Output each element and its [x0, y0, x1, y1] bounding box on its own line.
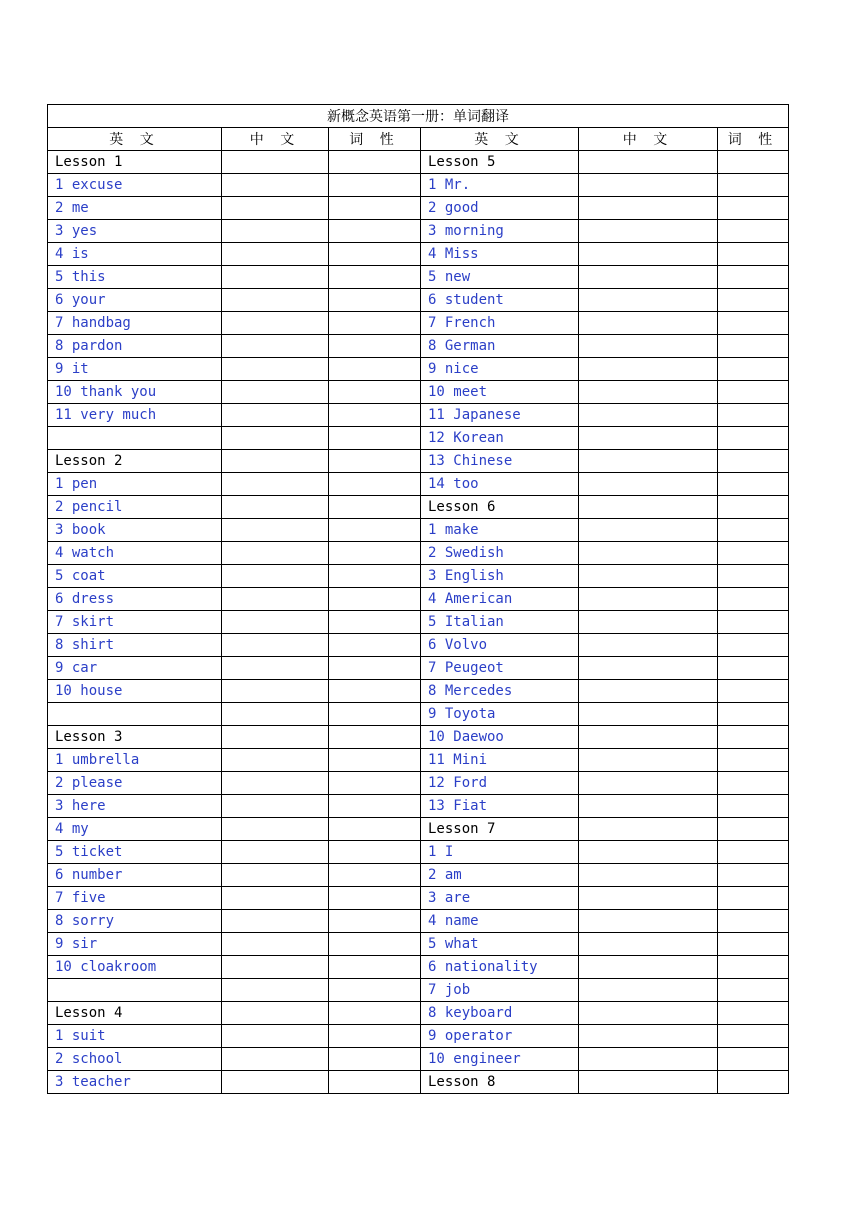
pos-answer-cell-right[interactable]	[718, 151, 789, 174]
pos-answer-cell-left[interactable]	[329, 289, 421, 312]
table-row	[48, 220, 789, 243]
chinese-answer-cell-right[interactable]	[579, 726, 718, 749]
pos-answer-cell-right[interactable]	[718, 818, 789, 841]
pos-answer-cell-right[interactable]	[718, 772, 789, 795]
english-word-left: 10 thank you	[48, 381, 222, 404]
english-word-right: 5 Italian	[421, 611, 579, 634]
english-word-right: 4 Miss	[421, 243, 579, 266]
header-pos-right: 词 性	[718, 128, 789, 151]
pos-answer-cell-right[interactable]	[718, 358, 789, 381]
chinese-answer-cell-left[interactable]	[222, 1002, 329, 1025]
chinese-answer-cell-right[interactable]	[579, 634, 718, 657]
pos-answer-cell-right[interactable]	[718, 450, 789, 473]
pos-answer-cell-left[interactable]	[329, 772, 421, 795]
english-word-left: 4 watch	[48, 542, 222, 565]
lesson-heading-left: Lesson 1	[48, 151, 222, 174]
chinese-answer-cell-right[interactable]	[579, 496, 718, 519]
pos-answer-cell-left[interactable]	[329, 266, 421, 289]
table-row	[48, 427, 789, 450]
table-row	[48, 1071, 789, 1094]
english-word-left: 6 dress	[48, 588, 222, 611]
chinese-answer-cell-left[interactable]	[222, 611, 329, 634]
chinese-answer-cell-right[interactable]	[579, 312, 718, 335]
english-word-right: 5 what	[421, 933, 579, 956]
chinese-answer-cell-left[interactable]	[222, 657, 329, 680]
pos-answer-cell-left[interactable]	[329, 335, 421, 358]
chinese-answer-cell-left[interactable]	[222, 1025, 329, 1048]
header-row	[48, 128, 789, 151]
pos-answer-cell-right[interactable]	[718, 335, 789, 358]
pos-answer-cell-right[interactable]	[718, 726, 789, 749]
table-row	[48, 243, 789, 266]
chinese-answer-cell-left[interactable]	[222, 956, 329, 979]
chinese-answer-cell-right[interactable]	[579, 841, 718, 864]
chinese-answer-cell-right[interactable]	[579, 703, 718, 726]
table-row	[48, 473, 789, 496]
chinese-answer-cell-right[interactable]	[579, 427, 718, 450]
english-word-right: 2 am	[421, 864, 579, 887]
english-word-left: 1 excuse	[48, 174, 222, 197]
chinese-answer-cell-right[interactable]	[579, 243, 718, 266]
english-word-left: 3 teacher	[48, 1071, 222, 1094]
english-word-left: 10 house	[48, 680, 222, 703]
english-word-left: 7 handbag	[48, 312, 222, 335]
chinese-answer-cell-right[interactable]	[579, 542, 718, 565]
table-row	[48, 266, 789, 289]
pos-answer-cell-right[interactable]	[718, 956, 789, 979]
pos-answer-cell-left[interactable]	[329, 151, 421, 174]
english-word-right: 9 Toyota	[421, 703, 579, 726]
table-row	[48, 519, 789, 542]
table-row	[48, 818, 789, 841]
chinese-answer-cell-right[interactable]	[579, 519, 718, 542]
english-word-right: 10 meet	[421, 381, 579, 404]
chinese-answer-cell-left[interactable]	[222, 243, 329, 266]
pos-answer-cell-right[interactable]	[718, 519, 789, 542]
english-word-right: 4 American	[421, 588, 579, 611]
header-chinese-right: 中 文	[579, 128, 718, 151]
english-word-left: 4 my	[48, 818, 222, 841]
chinese-answer-cell-left[interactable]	[222, 565, 329, 588]
table-row	[48, 1048, 789, 1071]
pos-answer-cell-left[interactable]	[329, 795, 421, 818]
header-chinese-left: 中 文	[222, 128, 329, 151]
chinese-answer-cell-right[interactable]	[579, 266, 718, 289]
chinese-answer-cell-right[interactable]	[579, 220, 718, 243]
chinese-answer-cell-right[interactable]	[579, 335, 718, 358]
chinese-answer-cell-right[interactable]	[579, 174, 718, 197]
chinese-answer-cell-left[interactable]	[222, 933, 329, 956]
english-word-left: 8 sorry	[48, 910, 222, 933]
pos-answer-cell-right[interactable]	[718, 542, 789, 565]
chinese-answer-cell-left[interactable]	[222, 979, 329, 1002]
english-word-right: 8 keyboard	[421, 1002, 579, 1025]
table-row	[48, 542, 789, 565]
english-word-left: 7 five	[48, 887, 222, 910]
chinese-answer-cell-left[interactable]	[222, 634, 329, 657]
chinese-answer-cell-right[interactable]	[579, 565, 718, 588]
table-row	[48, 772, 789, 795]
chinese-answer-cell-right[interactable]	[579, 151, 718, 174]
english-word-right: 10 Daewoo	[421, 726, 579, 749]
chinese-answer-cell-left[interactable]	[222, 404, 329, 427]
english-word-right: 3 morning	[421, 220, 579, 243]
lesson-heading-right: Lesson 5	[421, 151, 579, 174]
pos-answer-cell-right[interactable]	[718, 910, 789, 933]
pos-answer-cell-right[interactable]	[718, 795, 789, 818]
chinese-answer-cell-right[interactable]	[579, 404, 718, 427]
english-word-right: 13 Fiat	[421, 795, 579, 818]
chinese-answer-cell-left[interactable]	[222, 703, 329, 726]
table-row	[48, 496, 789, 519]
english-word-left: 6 number	[48, 864, 222, 887]
english-word-right: 8 German	[421, 335, 579, 358]
pos-answer-cell-right[interactable]	[718, 427, 789, 450]
english-word-right: 1 I	[421, 841, 579, 864]
english-word-left: 5 coat	[48, 565, 222, 588]
chinese-answer-cell-left[interactable]	[222, 312, 329, 335]
pos-answer-cell-right[interactable]	[718, 657, 789, 680]
pos-answer-cell-right[interactable]	[718, 703, 789, 726]
pos-answer-cell-left[interactable]	[329, 703, 421, 726]
chinese-answer-cell-left[interactable]	[222, 174, 329, 197]
english-word-left: 2 me	[48, 197, 222, 220]
english-word-right: 10 engineer	[421, 1048, 579, 1071]
english-word-left: 9 car	[48, 657, 222, 680]
table-row	[48, 933, 789, 956]
english-word-left: 7 skirt	[48, 611, 222, 634]
chinese-answer-cell-left[interactable]	[222, 749, 329, 772]
pos-answer-cell-right[interactable]	[718, 1025, 789, 1048]
vocabulary-table	[47, 104, 789, 1094]
pos-answer-cell-left[interactable]	[329, 450, 421, 473]
pos-answer-cell-left[interactable]	[329, 381, 421, 404]
lesson-heading-left: Lesson 4	[48, 1002, 222, 1025]
pos-answer-cell-left[interactable]	[329, 910, 421, 933]
pos-answer-cell-left[interactable]	[329, 519, 421, 542]
english-word-left: 3 yes	[48, 220, 222, 243]
english-word-right: 11 Mini	[421, 749, 579, 772]
english-word-right: 7 Peugeot	[421, 657, 579, 680]
pos-answer-cell-right[interactable]	[718, 1002, 789, 1025]
chinese-answer-cell-left[interactable]	[222, 289, 329, 312]
english-word-left: 10 cloakroom	[48, 956, 222, 979]
english-word-left	[48, 979, 222, 1002]
table-row	[48, 795, 789, 818]
table-row	[48, 197, 789, 220]
chinese-answer-cell-right[interactable]	[579, 933, 718, 956]
pos-answer-cell-right[interactable]	[718, 312, 789, 335]
english-word-right: 11 Japanese	[421, 404, 579, 427]
english-word-right: 12 Korean	[421, 427, 579, 450]
pos-answer-cell-right[interactable]	[718, 220, 789, 243]
pos-answer-cell-left[interactable]	[329, 956, 421, 979]
pos-answer-cell-left[interactable]	[329, 473, 421, 496]
english-word-left: 4 is	[48, 243, 222, 266]
pos-answer-cell-left[interactable]	[329, 542, 421, 565]
pos-answer-cell-right[interactable]	[718, 588, 789, 611]
chinese-answer-cell-left[interactable]	[222, 1048, 329, 1071]
pos-answer-cell-left[interactable]	[329, 611, 421, 634]
english-word-left: 2 please	[48, 772, 222, 795]
english-word-left	[48, 703, 222, 726]
english-word-right: 12 Ford	[421, 772, 579, 795]
chinese-answer-cell-right[interactable]	[579, 1048, 718, 1071]
table-row	[48, 979, 789, 1002]
pos-answer-cell-left[interactable]	[329, 220, 421, 243]
english-word-left: 1 pen	[48, 473, 222, 496]
pos-answer-cell-right[interactable]	[718, 864, 789, 887]
english-word-right: 3 are	[421, 887, 579, 910]
english-word-left: 1 umbrella	[48, 749, 222, 772]
english-word-right: 6 nationality	[421, 956, 579, 979]
english-word-right: 7 French	[421, 312, 579, 335]
header-english-right: 英 文	[421, 128, 579, 151]
chinese-answer-cell-right[interactable]	[579, 381, 718, 404]
pos-answer-cell-right[interactable]	[718, 404, 789, 427]
pos-answer-cell-right[interactable]	[718, 1048, 789, 1071]
pos-answer-cell-right[interactable]	[718, 749, 789, 772]
english-word-right: 5 new	[421, 266, 579, 289]
pos-answer-cell-right[interactable]	[718, 174, 789, 197]
pos-answer-cell-right[interactable]	[718, 197, 789, 220]
english-word-right: 6 Volvo	[421, 634, 579, 657]
chinese-answer-cell-right[interactable]	[579, 1025, 718, 1048]
pos-answer-cell-left[interactable]	[329, 197, 421, 220]
pos-answer-cell-left[interactable]	[329, 979, 421, 1002]
chinese-answer-cell-right[interactable]	[579, 887, 718, 910]
english-word-right: 1 Mr.	[421, 174, 579, 197]
english-word-left: 8 shirt	[48, 634, 222, 657]
pos-answer-cell-left[interactable]	[329, 818, 421, 841]
english-word-right: 7 job	[421, 979, 579, 1002]
english-word-right: 8 Mercedes	[421, 680, 579, 703]
chinese-answer-cell-left[interactable]	[222, 335, 329, 358]
chinese-answer-cell-right[interactable]	[579, 358, 718, 381]
pos-answer-cell-right[interactable]	[718, 473, 789, 496]
chinese-answer-cell-right[interactable]	[579, 910, 718, 933]
pos-answer-cell-left[interactable]	[329, 1025, 421, 1048]
table-row	[48, 749, 789, 772]
english-word-left: 5 ticket	[48, 841, 222, 864]
pos-answer-cell-left[interactable]	[329, 427, 421, 450]
pos-answer-cell-left[interactable]	[329, 174, 421, 197]
pos-answer-cell-right[interactable]	[718, 496, 789, 519]
pos-answer-cell-right[interactable]	[718, 243, 789, 266]
pos-answer-cell-left[interactable]	[329, 1048, 421, 1071]
pos-answer-cell-left[interactable]	[329, 841, 421, 864]
english-word-left: 8 pardon	[48, 335, 222, 358]
english-word-left: 3 book	[48, 519, 222, 542]
table-row	[48, 910, 789, 933]
english-word-left: 1 suit	[48, 1025, 222, 1048]
chinese-answer-cell-right[interactable]	[579, 956, 718, 979]
chinese-answer-cell-left[interactable]	[222, 887, 329, 910]
chinese-answer-cell-left[interactable]	[222, 266, 329, 289]
table-row	[48, 841, 789, 864]
english-word-right: 9 operator	[421, 1025, 579, 1048]
chinese-answer-cell-left[interactable]	[222, 841, 329, 864]
lesson-heading-left: Lesson 2	[48, 450, 222, 473]
pos-answer-cell-right[interactable]	[718, 933, 789, 956]
pos-answer-cell-left[interactable]	[329, 887, 421, 910]
chinese-answer-cell-right[interactable]	[579, 611, 718, 634]
english-word-left: 3 here	[48, 795, 222, 818]
table-row	[48, 657, 789, 680]
english-word-right: 14 too	[421, 473, 579, 496]
chinese-answer-cell-left[interactable]	[222, 795, 329, 818]
chinese-answer-cell-right[interactable]	[579, 979, 718, 1002]
chinese-answer-cell-left[interactable]	[222, 381, 329, 404]
chinese-answer-cell-right[interactable]	[579, 657, 718, 680]
table-row	[48, 864, 789, 887]
lesson-heading-right: Lesson 7	[421, 818, 579, 841]
english-word-right: 2 Swedish	[421, 542, 579, 565]
chinese-answer-cell-right[interactable]	[579, 197, 718, 220]
chinese-answer-cell-right[interactable]	[579, 588, 718, 611]
pos-answer-cell-left[interactable]	[329, 1002, 421, 1025]
table-row	[48, 335, 789, 358]
pos-answer-cell-left[interactable]	[329, 565, 421, 588]
chinese-answer-cell-right[interactable]	[579, 864, 718, 887]
english-word-left: 11 very much	[48, 404, 222, 427]
chinese-answer-cell-right[interactable]	[579, 795, 718, 818]
chinese-answer-cell-left[interactable]	[222, 220, 329, 243]
table-row	[48, 381, 789, 404]
english-word-left: 2 pencil	[48, 496, 222, 519]
chinese-answer-cell-left[interactable]	[222, 864, 329, 887]
chinese-answer-cell-right[interactable]	[579, 1002, 718, 1025]
english-word-left	[48, 427, 222, 450]
table-row	[48, 611, 789, 634]
table-row	[48, 151, 789, 174]
english-word-left: 9 it	[48, 358, 222, 381]
chinese-answer-cell-left[interactable]	[222, 1071, 329, 1094]
english-word-right: 13 Chinese	[421, 450, 579, 473]
table-row	[48, 887, 789, 910]
chinese-answer-cell-right[interactable]	[579, 289, 718, 312]
table-row	[48, 450, 789, 473]
chinese-answer-cell-left[interactable]	[222, 680, 329, 703]
pos-answer-cell-right[interactable]	[718, 289, 789, 312]
pos-answer-cell-left[interactable]	[329, 404, 421, 427]
english-word-right: 3 English	[421, 565, 579, 588]
chinese-answer-cell-left[interactable]	[222, 496, 329, 519]
chinese-answer-cell-left[interactable]	[222, 151, 329, 174]
chinese-answer-cell-right[interactable]	[579, 680, 718, 703]
pos-answer-cell-right[interactable]	[718, 979, 789, 1002]
table-row	[48, 358, 789, 381]
english-word-right: 6 student	[421, 289, 579, 312]
table-title: 新概念英语第一册：单词翻译	[48, 105, 789, 128]
table-row	[48, 680, 789, 703]
pos-answer-cell-left[interactable]	[329, 657, 421, 680]
pos-answer-cell-left[interactable]	[329, 680, 421, 703]
pos-answer-cell-right[interactable]	[718, 1071, 789, 1094]
english-word-right: 2 good	[421, 197, 579, 220]
vocabulary-body	[48, 151, 789, 1094]
english-word-left: 5 this	[48, 266, 222, 289]
chinese-answer-cell-left[interactable]	[222, 427, 329, 450]
chinese-answer-cell-left[interactable]	[222, 772, 329, 795]
lesson-heading-right: Lesson 6	[421, 496, 579, 519]
english-word-left: 2 school	[48, 1048, 222, 1071]
chinese-answer-cell-left[interactable]	[222, 519, 329, 542]
title-row	[48, 105, 789, 128]
pos-answer-cell-left[interactable]	[329, 1071, 421, 1094]
chinese-answer-cell-right[interactable]	[579, 450, 718, 473]
chinese-answer-cell-left[interactable]	[222, 910, 329, 933]
pos-answer-cell-right[interactable]	[718, 634, 789, 657]
table-row	[48, 634, 789, 657]
pos-answer-cell-left[interactable]	[329, 634, 421, 657]
table-row	[48, 726, 789, 749]
vocabulary-sheet	[47, 104, 789, 1094]
pos-answer-cell-left[interactable]	[329, 864, 421, 887]
chinese-answer-cell-left[interactable]	[222, 588, 329, 611]
chinese-answer-cell-left[interactable]	[222, 450, 329, 473]
pos-answer-cell-left[interactable]	[329, 358, 421, 381]
pos-answer-cell-left[interactable]	[329, 749, 421, 772]
pos-answer-cell-right[interactable]	[718, 266, 789, 289]
pos-answer-cell-right[interactable]	[718, 381, 789, 404]
english-word-right: 4 name	[421, 910, 579, 933]
pos-answer-cell-right[interactable]	[718, 841, 789, 864]
english-word-right: 1 make	[421, 519, 579, 542]
pos-answer-cell-left[interactable]	[329, 588, 421, 611]
table-row	[48, 565, 789, 588]
chinese-answer-cell-left[interactable]	[222, 726, 329, 749]
table-row	[48, 174, 789, 197]
chinese-answer-cell-right[interactable]	[579, 818, 718, 841]
pos-answer-cell-left[interactable]	[329, 243, 421, 266]
pos-answer-cell-right[interactable]	[718, 887, 789, 910]
pos-answer-cell-right[interactable]	[718, 611, 789, 634]
chinese-answer-cell-right[interactable]	[579, 772, 718, 795]
lesson-heading-right: Lesson 8	[421, 1071, 579, 1094]
chinese-answer-cell-left[interactable]	[222, 818, 329, 841]
table-row	[48, 1025, 789, 1048]
english-word-right: 9 nice	[421, 358, 579, 381]
chinese-answer-cell-right[interactable]	[579, 473, 718, 496]
table-row	[48, 956, 789, 979]
chinese-answer-cell-left[interactable]	[222, 197, 329, 220]
pos-answer-cell-left[interactable]	[329, 726, 421, 749]
pos-answer-cell-left[interactable]	[329, 312, 421, 335]
pos-answer-cell-right[interactable]	[718, 680, 789, 703]
pos-answer-cell-left[interactable]	[329, 496, 421, 519]
pos-answer-cell-left[interactable]	[329, 933, 421, 956]
chinese-answer-cell-right[interactable]	[579, 1071, 718, 1094]
table-row	[48, 588, 789, 611]
table-row	[48, 312, 789, 335]
table-row	[48, 1002, 789, 1025]
table-row	[48, 289, 789, 312]
chinese-answer-cell-left[interactable]	[222, 473, 329, 496]
pos-answer-cell-right[interactable]	[718, 565, 789, 588]
table-row	[48, 703, 789, 726]
english-word-left: 9 sir	[48, 933, 222, 956]
header-pos-left: 词 性	[329, 128, 421, 151]
lesson-heading-left: Lesson 3	[48, 726, 222, 749]
chinese-answer-cell-right[interactable]	[579, 749, 718, 772]
chinese-answer-cell-left[interactable]	[222, 358, 329, 381]
table-row	[48, 404, 789, 427]
english-word-left: 6 your	[48, 289, 222, 312]
header-english-left: 英 文	[48, 128, 222, 151]
chinese-answer-cell-left[interactable]	[222, 542, 329, 565]
